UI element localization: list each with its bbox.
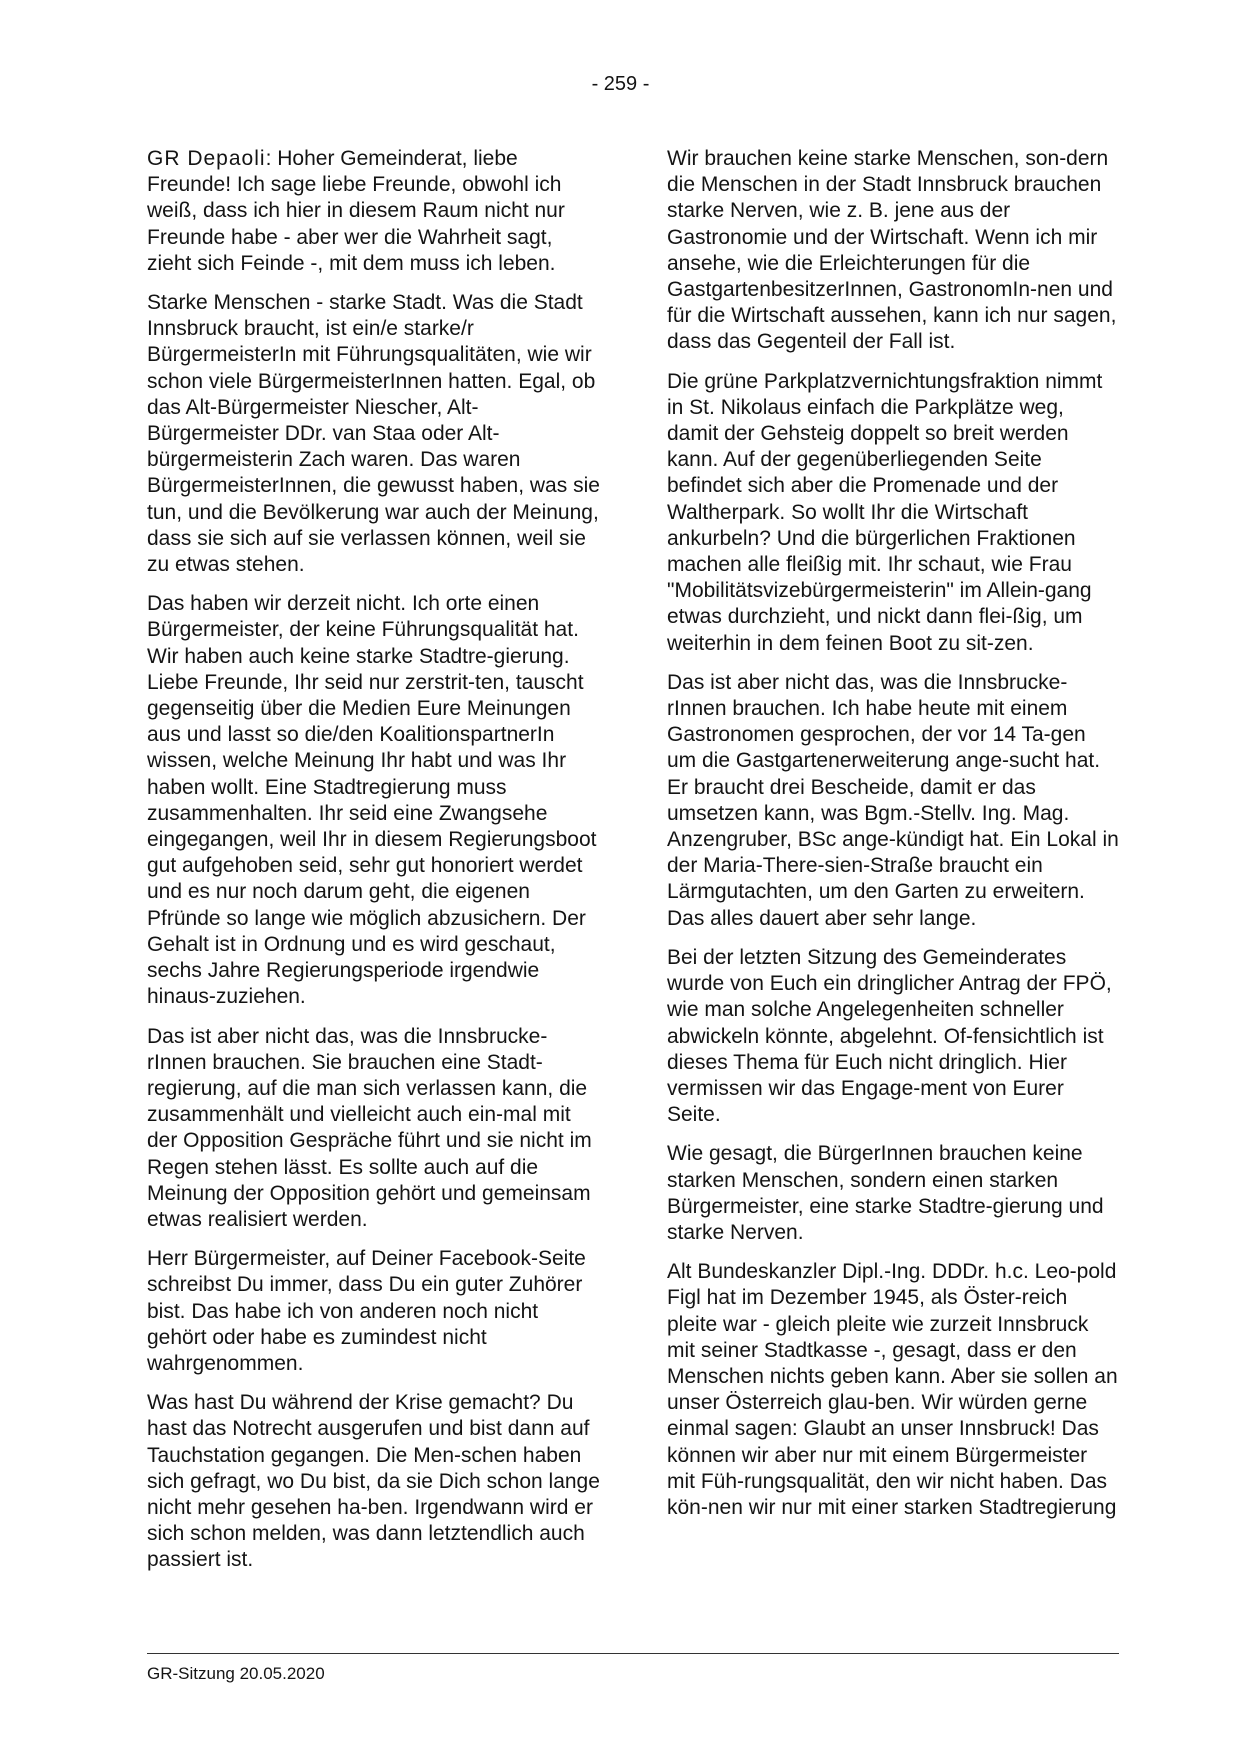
paragraph: Was hast Du während der Krise gemacht? Du hast das Notrecht ausgerufen und bist dann auf Tauchstation gegangen. Die Men-schen haben sich gefragt, wo Du bist, da sie Dich schon lange nicht mehr gesehen ha-ben. Irgendwann wird er sich schon melden, was dann letztendlich auch passiert ist. <box>147 1391 600 1572</box>
paragraph: Wie gesagt, die BürgerInnen brauchen keine starken Menschen, sondern einen starken Bürgermeister, eine starke Stadtre-gierung und starke Nerven. <box>667 1142 1104 1244</box>
speaker-separator: : <box>265 147 278 170</box>
paragraph: Wir brauchen keine starke Menschen, son-dern die Menschen in der Stadt Innsbruck brauchen starke Nerven, wie z. B. jene aus der Gastronomie und der Wirtschaft. Wenn ich mir ansehe, wie die Erleichterungen für die GastgartenbesitzerInnen, GastronomIn-nen und für die Wirtschaft aussehen, kann ich nur sagen, dass das Gegenteil der Fall ist. <box>667 147 1117 354</box>
paragraph: Starke Menschen - starke Stadt. Was die Stadt Innsbruck braucht, ist ein/e starke/r BürgermeisterIn mit Führungsqualitäten, wie wir schon viele BürgermeisterInnen hatten. Egal, ob das Alt-Bürgermeister Niescher, Alt-Bürgermeister DDr. van Staa oder Alt-bürgermeisterin Zach waren. Das waren BürgermeisterInnen, die gewusst haben, was sie tun, und die Bevölkerung war auch der Meinung, dass sie sich auf sie verlassen können, weil sie zu etwas stehen. <box>147 291 600 577</box>
paragraph-text: Hoher Gemeinderat, liebe Freunde! Ich sage liebe Freunde, obwohl ich weiß, dass ich hier in diesem Raum nicht nur Freunde habe - aber wer die Wahrheit sagt, zieht sich Feinde -, mit dem muss ich leben. <box>147 147 565 275</box>
paragraph: Die grüne Parkplatzvernichtungsfraktion nimmt in St. Nikolaus einfach die Parkplätze weg, damit der Gehsteig doppelt so breit werden kann. Auf der gegenüberliegenden Seite befindet sich aber die Promenade und der Waltherpark. So wollt Ihr die Wirtschaft ankurbeln? Und die bürgerlichen Fraktionen machen alle fleißig mit. Ihr schaut, wie Frau "Mobilitätsvizebürgermeisterin" im Allein-gang etwas durchzieht, und nickt dann flei-ßig, um weiterhin in dem feinen Boot zu sit-zen. <box>667 369 1103 655</box>
right-column <box>667 146 1119 1534</box>
paragraph: Das ist aber nicht das, was die Innsbrucke-rInnen brauchen. Sie brauchen eine Stadt-regierung, auf die man sich verlassen kann, die zusammenhält und vielleicht auch ein-mal mit der Opposition Gespräche führt und sie nicht im Regen stehen lässt. Es sollte auch auf die Meinung der Opposition gehört und gemeinsam etwas realisiert werden. <box>147 1024 592 1231</box>
paragraph: Alt Bundeskanzler Dipl.-Ing. DDDr. h.c. Leo-pold Figl hat im Dezember 1945, als Öster-reich pleite war - gleich pleite wie zurzeit Innsbruck mit seiner Stadtkasse -, gesagt, dass er den Menschen nichts geben kann. Aber sie sollen an unser Österreich glau-ben. Wir würden gerne einmal sagen: Glaubt an unser Innsbruck! Das können wir aber nur mit einem Bürgermeister mit Füh-rungsqualität, den wir nicht haben. Das kön-nen wir nur mit einer starken Stadtregierung <box>667 1260 1118 1519</box>
footer-divider <box>147 1653 1119 1654</box>
page-number: - 259 - <box>591 73 650 95</box>
left-column <box>147 146 602 1587</box>
paragraph: Bei der letzten Sitzung des Gemeinderates wurde von Euch ein dringlicher Antrag der FPÖ, wie man solche Angelegenheiten schneller abwickeln könnte, abgelehnt. Of-fensichtlich ist dieses Thema für Euch nicht dringlich. Hier vermissen wir das Engage-ment von Eurer Seite. <box>667 945 1112 1127</box>
paragraph: Das ist aber nicht das, was die Innsbrucke-rInnen brauchen. Ich habe heute mit einem Gastronomen gesprochen, der vor 14 Ta-gen um die Gastgartenerweiterung ange-sucht hat. Er braucht drei Bescheide, damit er das umsetzen kann, was Bgm.-Stellv. Ing. Mag. Anzengruber, BSc ange-kündigt hat. Ein Lokal in der Maria-There-sien-Straße braucht ein Lärmgutachten, um den Garten zu erweitern. Das alles dauert aber sehr lange. <box>667 670 1119 930</box>
footer-session-label: GR-Sitzung 20.05.2020 <box>147 1664 325 1683</box>
speaker-name: GR Depaoli <box>147 147 266 170</box>
paragraph: Herr Bürgermeister, auf Deiner Facebook-Seite schreibst Du immer, dass Du ein guter Zuhörer bist. Das habe ich von anderen noch nicht gehört oder habe es zumindest nicht wahrgenommen. <box>147 1247 586 1375</box>
paragraph: Das haben wir derzeit nicht. Ich orte einen Bürgermeister, der keine Führungsqualität hat. Wir haben auch keine starke Stadtre-gierung. Liebe Freunde, Ihr seid nur zerstrit-ten, tauscht gegenseitig über die Medien Eure Meinungen aus und lasst so die/den KoalitionspartnerIn wissen, welche Meinung Ihr habt und was Ihr haben wollt. Eine Stadtregierung muss zusammenhalten. Ihr seid eine Zwangsehe eingegangen, weil Ihr in diesem Regierungsboot gut aufgehoben seid, sehr gut honoriert werdet und es nur noch darum geht, die eigenen Pfründe so lange wie möglich abzusichern. Der Gehalt ist in Ordnung und es wird geschaut, sechs Jahre Regierungsperiode irgendwie hinaus-zuziehen. <box>147 592 597 1009</box>
paragraph <box>147 146 602 277</box>
